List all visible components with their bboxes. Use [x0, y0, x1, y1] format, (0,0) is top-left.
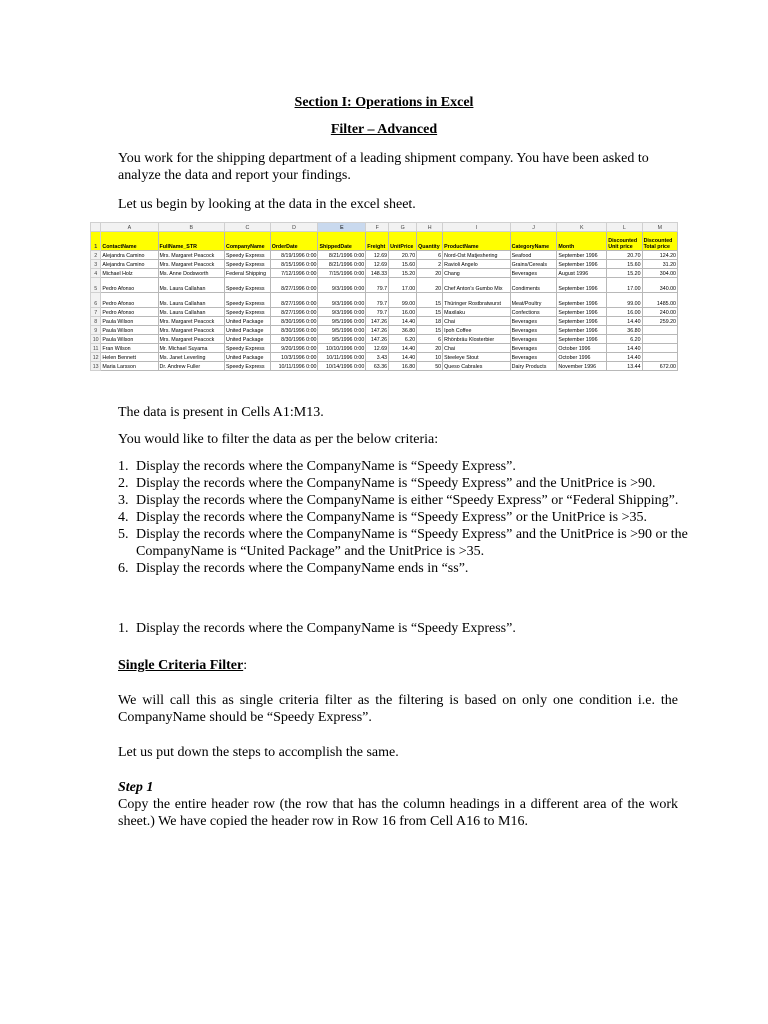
table-cell: Michael Holz — [101, 269, 158, 278]
table-cell: 10/10/1996 0:00 — [318, 344, 366, 353]
row-number: 4 — [91, 269, 101, 278]
table-cell: 12.69 — [366, 344, 389, 353]
table-cell: Speedy Express — [225, 278, 271, 293]
table-cell: September 1996 — [557, 251, 607, 260]
table-cell: Grains/Cereals — [510, 260, 557, 269]
table-cell: 20 — [417, 344, 443, 353]
column-header: Month — [557, 232, 607, 251]
table-cell: September 1996 — [557, 317, 607, 326]
table-cell: Ipoh Coffee — [443, 326, 511, 335]
row-number: 12 — [91, 353, 101, 362]
table-cell: Dairy Products — [510, 362, 557, 371]
table-cell: 6 — [417, 335, 443, 344]
column-letter: F — [366, 223, 389, 232]
spreadsheet-table — [90, 222, 678, 371]
table-cell: 8/27/1996 0:00 — [270, 278, 318, 293]
table-cell: Ms. Laura Callahan — [158, 293, 224, 308]
table-cell: Mr. Michael Suyama — [158, 344, 224, 353]
table-cell: 36.80 — [389, 326, 417, 335]
table-cell: 124.20 — [642, 251, 677, 260]
steps-intro-paragraph: Let us put down the steps to accomplish the same. — [118, 745, 399, 760]
table-cell: Ms. Anne Dodsworth — [158, 269, 224, 278]
table-cell: 20.70 — [607, 251, 642, 260]
step1-label — [118, 779, 678, 796]
table-cell: Mrs. Margaret Peacock — [158, 335, 224, 344]
data-location-paragraph: The data is present in Cells A1:M13. — [118, 405, 324, 420]
table-cell: 8/27/1996 0:00 — [270, 293, 318, 308]
table-cell: Paula Wilson — [101, 317, 158, 326]
table-cell: 8/21/1996 0:00 — [318, 260, 366, 269]
list-text: Display the records where the CompanyName is either “Speedy Express” or “Federal Shipping”. — [136, 493, 679, 508]
step1-label-text: Step 1 — [118, 780, 154, 795]
table-cell: 9/3/1996 0:00 — [318, 278, 366, 293]
table-cell — [642, 326, 677, 335]
table-cell: Thüringer Rostbratwurst — [443, 293, 511, 308]
table-cell: 10/14/1996 0:00 — [318, 362, 366, 371]
table-cell: 8/30/1996 0:00 — [270, 335, 318, 344]
table-row — [91, 326, 678, 335]
column-header: Quantity — [417, 232, 443, 251]
list-number: 5. — [118, 527, 129, 542]
column-header: Discounted Total price — [642, 232, 677, 251]
table-row — [91, 317, 678, 326]
table-cell: United Package — [225, 335, 271, 344]
table-cell: Maxilaku — [443, 308, 511, 317]
table-cell: United Package — [225, 326, 271, 335]
table-cell: Chai — [443, 344, 511, 353]
list-number: 4. — [118, 510, 129, 525]
table-cell: Ms. Laura Callahan — [158, 278, 224, 293]
table-cell: 9/5/1996 0:00 — [318, 326, 366, 335]
list-item — [118, 509, 688, 526]
table-cell: 6.20 — [607, 335, 642, 344]
table-cell: 31.20 — [642, 260, 677, 269]
table-cell: 17.00 — [607, 278, 642, 293]
table-cell: 15.20 — [607, 269, 642, 278]
table-cell: 63.36 — [366, 362, 389, 371]
column-header: ShippedDate — [318, 232, 366, 251]
table-cell: 50 — [417, 362, 443, 371]
table-cell: 672.00 — [642, 362, 677, 371]
table-cell: 10/11/1996 0:00 — [270, 362, 318, 371]
table-cell: 8/27/1996 0:00 — [270, 308, 318, 317]
column-header: Freight — [366, 232, 389, 251]
table-cell — [642, 344, 677, 353]
table-cell: 147.26 — [366, 317, 389, 326]
column-header: FullName_STR — [158, 232, 224, 251]
table-cell: September 1996 — [557, 293, 607, 308]
table-cell: Pedro Afonso — [101, 308, 158, 317]
list-number: 2. — [118, 476, 129, 491]
table-cell: Chang — [443, 269, 511, 278]
table-cell: Mrs. Margaret Peacock — [158, 326, 224, 335]
table-cell: 9/5/1996 0:00 — [318, 335, 366, 344]
table-cell: 14.40 — [607, 317, 642, 326]
table-cell: 8/30/1996 0:00 — [270, 326, 318, 335]
table-cell: 340.00 — [642, 278, 677, 293]
table-cell: 240.00 — [642, 308, 677, 317]
table-cell: Rhönbräu Klosterbier — [443, 335, 511, 344]
column-letter: G — [389, 223, 417, 232]
table-cell: 14.40 — [389, 353, 417, 362]
table-row — [91, 278, 678, 293]
column-letter: E — [318, 223, 366, 232]
row-number: 9 — [91, 326, 101, 335]
table-cell: 79.7 — [366, 278, 389, 293]
table-cell: Seafood — [510, 251, 557, 260]
list-number: 3. — [118, 493, 129, 508]
list-text: Display the records where the CompanyName is “Speedy Express”. — [136, 621, 516, 636]
table-cell: 20.70 — [389, 251, 417, 260]
row-number: 8 — [91, 317, 101, 326]
list-text: Display the records where the CompanyName is “Speedy Express” or the UnitPrice is >35. — [136, 510, 647, 525]
table-cell: September 1996 — [557, 308, 607, 317]
table-row — [91, 251, 678, 260]
table-cell: 10/11/1996 0:00 — [318, 353, 366, 362]
table-cell: 15.20 — [389, 269, 417, 278]
list-text: Display the records where the CompanyName is “Speedy Express” and the UnitPrice is >90 or the CompanyName is “United Package” and the UnitPrice is >35. — [136, 527, 688, 559]
table-row — [91, 293, 678, 308]
table-cell — [642, 335, 677, 344]
list-item — [118, 526, 688, 560]
sheet-header-row — [91, 232, 678, 251]
criteria-list — [118, 458, 688, 577]
table-cell: Queso Cabrales — [443, 362, 511, 371]
table-cell: 13.44 — [607, 362, 642, 371]
table-cell: Alejandra Camino — [101, 260, 158, 269]
table-cell: 6.20 — [389, 335, 417, 344]
column-letter: L — [607, 223, 642, 232]
table-cell: 9/20/1996 0:00 — [270, 344, 318, 353]
table-cell: 10 — [417, 353, 443, 362]
single-desc-paragraph: We will call this as single criteria filter as the filtering is based on only one condition i.e. the CompanyName should be “Speedy Express”. — [118, 693, 678, 725]
table-row — [91, 269, 678, 278]
table-cell: October 1996 — [557, 353, 607, 362]
table-cell: Federal Shipping — [225, 269, 271, 278]
row-number: 1 — [91, 232, 101, 251]
table-cell: November 1996 — [557, 362, 607, 371]
list-item — [118, 492, 688, 509]
table-cell: Ms. Laura Callahan — [158, 308, 224, 317]
table-cell: Paula Wilson — [101, 326, 158, 335]
table-row — [91, 344, 678, 353]
table-cell: 12.69 — [366, 251, 389, 260]
table-row — [91, 308, 678, 317]
table-cell: Ms. Janet Leverling — [158, 353, 224, 362]
table-cell: 147.26 — [366, 326, 389, 335]
table-cell: 15 — [417, 326, 443, 335]
table-cell: August 1996 — [557, 269, 607, 278]
table-cell: Meat/Poultry — [510, 293, 557, 308]
table-cell: 79.7 — [366, 308, 389, 317]
step1-paragraph: Copy the entire header row (the row that has the column headings in a different area of the work sheet.) We have copied the header row in Row 16 from Cell A16 to M16. — [118, 797, 678, 829]
list-text: Display the records where the CompanyName is “Speedy Express”. — [136, 459, 516, 474]
table-row — [91, 353, 678, 362]
column-letter-row — [91, 223, 678, 232]
table-cell: Mrs. Margaret Peacock — [158, 317, 224, 326]
column-header: CategoryName — [510, 232, 557, 251]
table-cell: 14.40 — [389, 344, 417, 353]
table-cell: 10/3/1996 0:00 — [270, 353, 318, 362]
intro-paragraph: You work for the shipping department of a leading shipment company. You have been asked to analyze the data and report your findings. — [118, 151, 649, 183]
table-cell: 14.40 — [607, 344, 642, 353]
table-cell: Chef Anton's Gumbo Mix — [443, 278, 511, 293]
table-cell: 8/30/1996 0:00 — [270, 317, 318, 326]
table-cell: 304.00 — [642, 269, 677, 278]
column-letter: H — [417, 223, 443, 232]
table-cell: Dr. Andrew Fuller — [158, 362, 224, 371]
table-cell: Beverages — [510, 317, 557, 326]
row-number: 11 — [91, 344, 101, 353]
table-cell: October 1996 — [557, 344, 607, 353]
table-cell: 20 — [417, 278, 443, 293]
table-cell: Beverages — [510, 353, 557, 362]
row-number: 13 — [91, 362, 101, 371]
table-cell: 18 — [417, 317, 443, 326]
table-cell: September 1996 — [557, 260, 607, 269]
table-cell: 12.69 — [366, 260, 389, 269]
row-number: 2 — [91, 251, 101, 260]
list-number: 1. — [118, 459, 129, 474]
list-number: 1. — [118, 621, 129, 636]
table-cell: 8/21/1996 0:00 — [318, 251, 366, 260]
table-cell: September 1996 — [557, 335, 607, 344]
table-cell: 3.43 — [366, 353, 389, 362]
list-item — [118, 560, 688, 577]
table-cell: 6 — [417, 251, 443, 260]
table-cell: Paula Wilson — [101, 335, 158, 344]
table-row — [91, 260, 678, 269]
column-letter: C — [225, 223, 271, 232]
table-cell: Fran Wilson — [101, 344, 158, 353]
table-cell: United Package — [225, 353, 271, 362]
table-cell: 20 — [417, 269, 443, 278]
row-number: 3 — [91, 260, 101, 269]
column-header: ProductName — [443, 232, 511, 251]
row-number: 6 — [91, 293, 101, 308]
list-text: Display the records where the CompanyName is “Speedy Express” and the UnitPrice is >90. — [136, 476, 656, 491]
table-cell: 15 — [417, 293, 443, 308]
table-cell: Speedy Express — [225, 362, 271, 371]
table-cell: Steeleye Stout — [443, 353, 511, 362]
table-cell: 36.80 — [607, 326, 642, 335]
begin-paragraph: Let us begin by looking at the data in the excel sheet. — [118, 197, 416, 212]
column-letter: M — [642, 223, 677, 232]
column-letter: J — [510, 223, 557, 232]
column-header: Discounted Unit price — [607, 232, 642, 251]
list-item — [118, 458, 688, 475]
table-cell: 79.7 — [366, 293, 389, 308]
table-cell: 9/5/1996 0:00 — [318, 317, 366, 326]
subtitle: Filter – Advanced — [330, 122, 438, 137]
list-item — [118, 620, 688, 637]
table-cell: Speedy Express — [225, 344, 271, 353]
table-cell: Maria Larsson — [101, 362, 158, 371]
table-cell: Ravioli Angelo — [443, 260, 511, 269]
table-cell: 8/19/1996 0:00 — [270, 251, 318, 260]
table-cell: September 1996 — [557, 326, 607, 335]
table-cell: Chai — [443, 317, 511, 326]
row-number: 7 — [91, 308, 101, 317]
table-cell: 9/3/1996 0:00 — [318, 293, 366, 308]
list-text: Display the records where the CompanyName ends in “ss”. — [136, 561, 469, 576]
table-cell: 17.00 — [389, 278, 417, 293]
table-cell: Speedy Express — [225, 293, 271, 308]
table-cell: 148.33 — [366, 269, 389, 278]
table-cell: Beverages — [510, 344, 557, 353]
row-number: 5 — [91, 278, 101, 293]
table-cell: 15.60 — [389, 260, 417, 269]
table-cell: Speedy Express — [225, 260, 271, 269]
column-letter: A — [101, 223, 158, 232]
table-cell: Condiments — [510, 278, 557, 293]
table-cell: 14.40 — [389, 317, 417, 326]
table-cell: Beverages — [510, 269, 557, 278]
table-cell: Beverages — [510, 326, 557, 335]
heading-colon: : — [243, 658, 248, 673]
filter-intro-paragraph: You would like to filter the data as per the below criteria: — [118, 432, 439, 447]
table-cell: September 1996 — [557, 278, 607, 293]
table-cell: 1485.00 — [642, 293, 677, 308]
table-cell: 147.26 — [366, 335, 389, 344]
section-title: Section I: Operations in Excel — [294, 95, 474, 110]
table-cell — [642, 353, 677, 362]
row-number: 10 — [91, 335, 101, 344]
table-cell: 7/15/1996 0:00 — [318, 269, 366, 278]
list-item — [118, 475, 688, 492]
sheet-corner — [91, 223, 101, 232]
table-cell: 2 — [417, 260, 443, 269]
column-header: ContactName — [101, 232, 158, 251]
table-cell: Alejandra Camino — [101, 251, 158, 260]
single-heading-label: Single Criteria Filter — [118, 658, 244, 673]
table-cell: 16.00 — [389, 308, 417, 317]
column-header: CompanyName — [225, 232, 271, 251]
table-row — [91, 335, 678, 344]
table-cell: 16.00 — [607, 308, 642, 317]
list-number: 6. — [118, 561, 129, 576]
table-cell: 99.00 — [389, 293, 417, 308]
table-cell: 14.40 — [607, 353, 642, 362]
table-cell: 7/12/1996 0:00 — [270, 269, 318, 278]
table-row — [91, 362, 678, 371]
table-cell: 8/15/1996 0:00 — [270, 260, 318, 269]
column-letter: D — [270, 223, 318, 232]
column-header: UnitPrice — [389, 232, 417, 251]
table-cell: 99.00 — [607, 293, 642, 308]
column-letter: B — [158, 223, 224, 232]
column-header: OrderDate — [270, 232, 318, 251]
column-letter: K — [557, 223, 607, 232]
spreadsheet-image — [90, 222, 678, 390]
table-cell: Pedro Afonso — [101, 293, 158, 308]
table-cell: 15.60 — [607, 260, 642, 269]
table-cell: United Package — [225, 317, 271, 326]
table-cell: Nord-Ost Matjeshering — [443, 251, 511, 260]
table-cell: Pedro Afonso — [101, 278, 158, 293]
single-heading — [118, 657, 678, 674]
table-cell: 16.80 — [389, 362, 417, 371]
table-cell: Confections — [510, 308, 557, 317]
table-cell: 15 — [417, 308, 443, 317]
table-cell: Beverages — [510, 335, 557, 344]
table-cell: Helen Bennett — [101, 353, 158, 362]
repeat-criteria-list — [118, 620, 688, 637]
table-cell: 9/3/1996 0:00 — [318, 308, 366, 317]
table-cell: Mrs. Margaret Peacock — [158, 260, 224, 269]
column-letter: I — [443, 223, 511, 232]
table-cell: Speedy Express — [225, 251, 271, 260]
table-cell: 259.20 — [642, 317, 677, 326]
table-cell: Speedy Express — [225, 308, 271, 317]
table-cell: Mrs. Margaret Peacock — [158, 251, 224, 260]
